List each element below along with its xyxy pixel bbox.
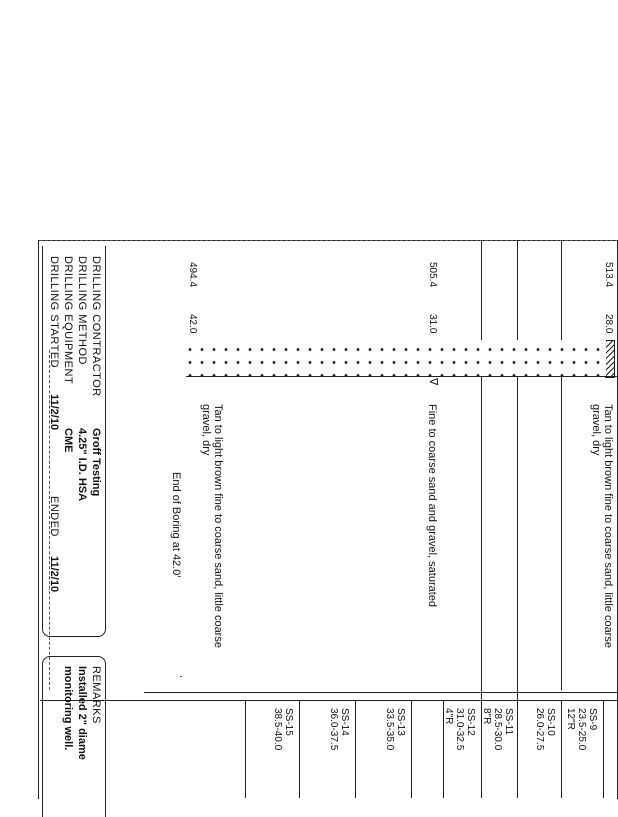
samples-section-divider: [40, 700, 618, 701]
sample-ss-15: SS-15 38.5-40.0: [272, 708, 294, 751]
sample-row-divider: [561, 700, 562, 798]
sample-ss-14: SS-14 36.0-37.5: [328, 708, 350, 751]
drilling-method-value: 4.25" I.D. HSA: [76, 428, 88, 502]
stratum-description-3: Tan to light brown fine to coarse sand, little coarse gravel, dry: [200, 404, 224, 648]
stratum-description-2: Fine to coarse sand and gravel, saturated: [426, 404, 438, 608]
sample-row-divider: [355, 700, 356, 798]
drilling-contractor-label: DRILLING CONTRACTOR: [90, 256, 102, 397]
graphic-log-right-edge: [186, 376, 618, 377]
stratum-depth-2: 31.0: [427, 314, 438, 334]
drilling-equipment-value: CME: [62, 428, 74, 453]
sample-row-divider: [517, 700, 518, 798]
graphic-log-gravel-pattern: [186, 340, 606, 376]
stratum-depth-1: 28.0: [603, 314, 614, 334]
drilling-started-value: 11/2/10: [48, 394, 60, 431]
boring-log-sheet: [34, 240, 618, 800]
water-level-icon: ∇: [427, 378, 439, 386]
drilling-info-footer: [42, 246, 106, 806]
graphic-log-hatch: [605, 340, 615, 378]
stratum-elevation-3: 494.4: [187, 262, 198, 288]
sample-row-divider: [245, 700, 246, 798]
graphic-column-divider: [481, 240, 482, 710]
left-dashed-border: [40, 240, 618, 241]
end-of-boring-note: End of Boring at 42.0': [170, 472, 182, 578]
sample-row-divider: [603, 700, 604, 798]
stratum-depth-3: 42.0: [187, 314, 198, 334]
remarks-line-1: Installed 2" diame: [76, 666, 88, 760]
description-end-line: [144, 692, 618, 693]
stratum-description-1: Tan to light brown fine to coarse sand, little coarse gravel, dry: [590, 404, 614, 648]
sample-ss-10: SS-10 26.0-27.5: [534, 708, 556, 751]
drilling-ended-label: ENDED: [48, 496, 60, 538]
stratum-elevation-1: 513.4: [603, 262, 614, 288]
remarks-label: REMARKS: [90, 666, 102, 724]
stratum-elevation-2: 505.4: [427, 262, 438, 288]
drilling-contractor-value: Groff Testing: [90, 428, 102, 497]
drilling-method-label: DRILLING METHOD: [76, 256, 88, 365]
sample-ss-12: SS-12 31.0-32.5 4"R: [443, 708, 476, 751]
remarks-line-2: monitoring well.: [62, 666, 74, 751]
elevation-column-divider: [561, 240, 562, 690]
drilling-equipment-label: DRILLING EQUIPMENT: [62, 256, 74, 385]
drilling-ended-value: 11/2/10: [48, 556, 60, 593]
sample-ss-11: SS-11 28.5-30.0 8"R: [481, 708, 514, 751]
sample-ss-13: SS-13 33.5-35.0: [384, 708, 406, 751]
sample-row-divider: [411, 700, 412, 798]
end-tick: [180, 676, 182, 677]
sample-row-divider: [299, 700, 300, 798]
sample-ss-9: SS-9 23.5-25.0 12"R: [565, 708, 598, 751]
depth-column-divider: [517, 240, 518, 700]
drilling-started-label: DRILLING STARTED: [48, 256, 60, 369]
